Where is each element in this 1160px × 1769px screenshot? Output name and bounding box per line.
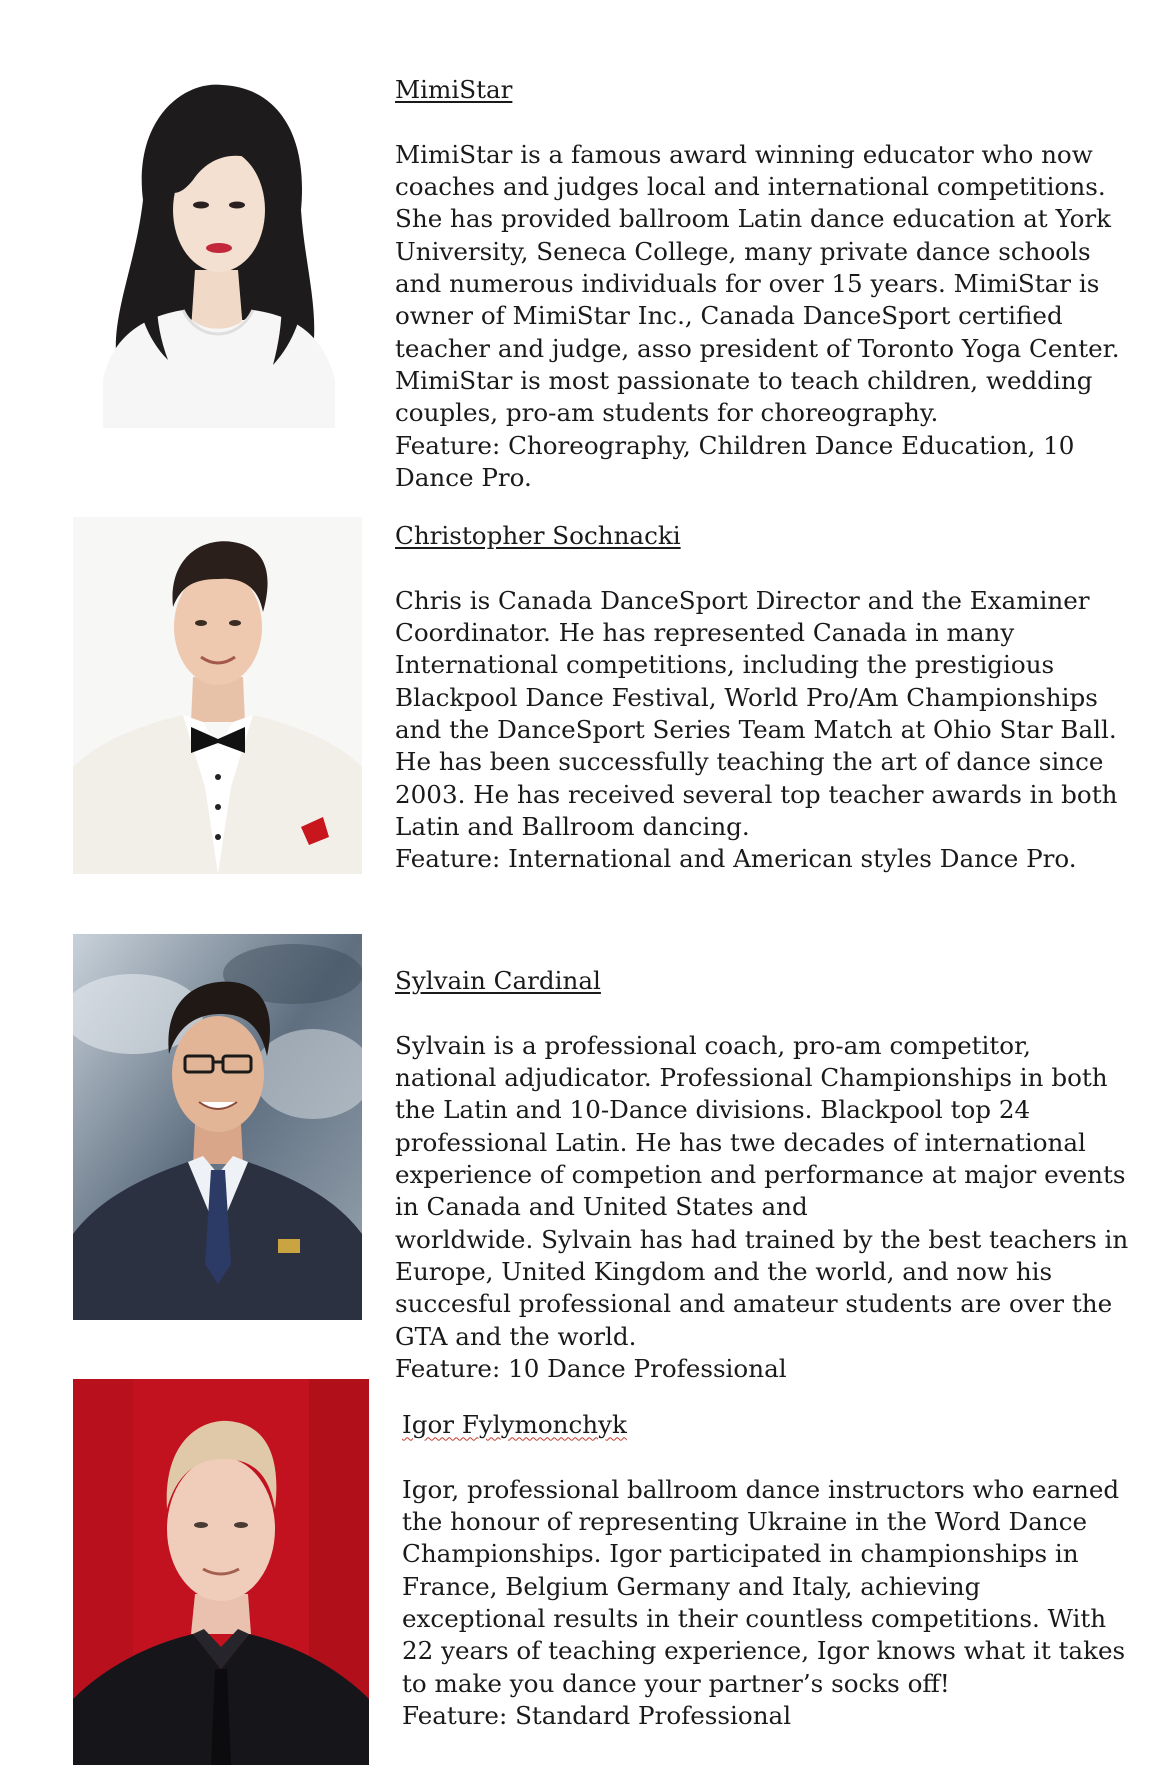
instructor-bio-igor-fylymonchyk: [402, 1377, 1142, 1765]
instructor-bio-sylvain-cardinal: [395, 933, 1135, 1417]
instructor-description: Sylvain is a professional coach, pro-am competitor, national adjudicator. Professional Championships in both the Latin and 10-Dance divisions. Blackpool top 24 professional Latin. He has twe decades of international experience of competion and performance at major events in Canada and United States and worldwide. Sylvain has had trained by the best teachers in Europe, United Kingdom and the world, and now his succesful professional and amateur students are over the GTA and the world. Feature: 10 Dance Professional: [395, 1030, 1129, 1383]
instructor-description: Chris is Canada DanceSport Director and the Examiner Coordinator. He has represented Canada in many International competitions, including the prestigious Blackpool Dance Festival, World Pro/Am Championships and the DanceSport Series Team Match at Ohio Star Ball. He has been successfully teaching the art of dance since 2003. He has received several top teacher awards in both Latin and Ballroom dancing. Feature: International and American styles Dance Pro.: [395, 585, 1118, 874]
instructor-bio-mimistar: [395, 42, 1135, 526]
instructor-name: Igor Fylymonchyk: [402, 1410, 627, 1440]
instructor-description: Igor, professional ballroom dance instructors who earned the honour of representing Ukraine in the Word Dance Championships. Igor participated in championships in France, Belgium Germany and Italy, achieving exceptional results in their countless competitions. With 22 years of teaching experience, Igor knows what it takes to make you dance your partner’s socks off! Feature: Standard Professional: [402, 1474, 1126, 1730]
instructor-name: Christopher Sochnacki: [395, 521, 681, 551]
portrait-photo-mimistar: [73, 80, 355, 428]
instructor-name: MimiStar: [395, 75, 513, 105]
instructor-description: MimiStar is a famous award winning educator who now coaches and judges local and international competitions. She has provided ballroom Latin dance education at York University, Seneca College, many private dance schools and numerous individuals for over 15 years. MimiStar is owner of MimiStar Inc., Canada DanceSport certified teacher and judge, asso president of Toronto Yoga Center. MimiStar is most passionate to teach children, wedding couples, pro-am students for choreography. Feature: Choreography, Children Dance Education, 10 Dance Pro.: [395, 139, 1120, 492]
portrait-photo-christopher-sochnacki: [73, 517, 362, 874]
portrait-photo-igor-fylymonchyk: [73, 1379, 369, 1765]
portrait-photo-sylvain-cardinal: [73, 934, 362, 1320]
instructor-name: Sylvain Cardinal: [395, 966, 601, 996]
instructor-bio-christopher-sochnacki: [395, 488, 1135, 908]
